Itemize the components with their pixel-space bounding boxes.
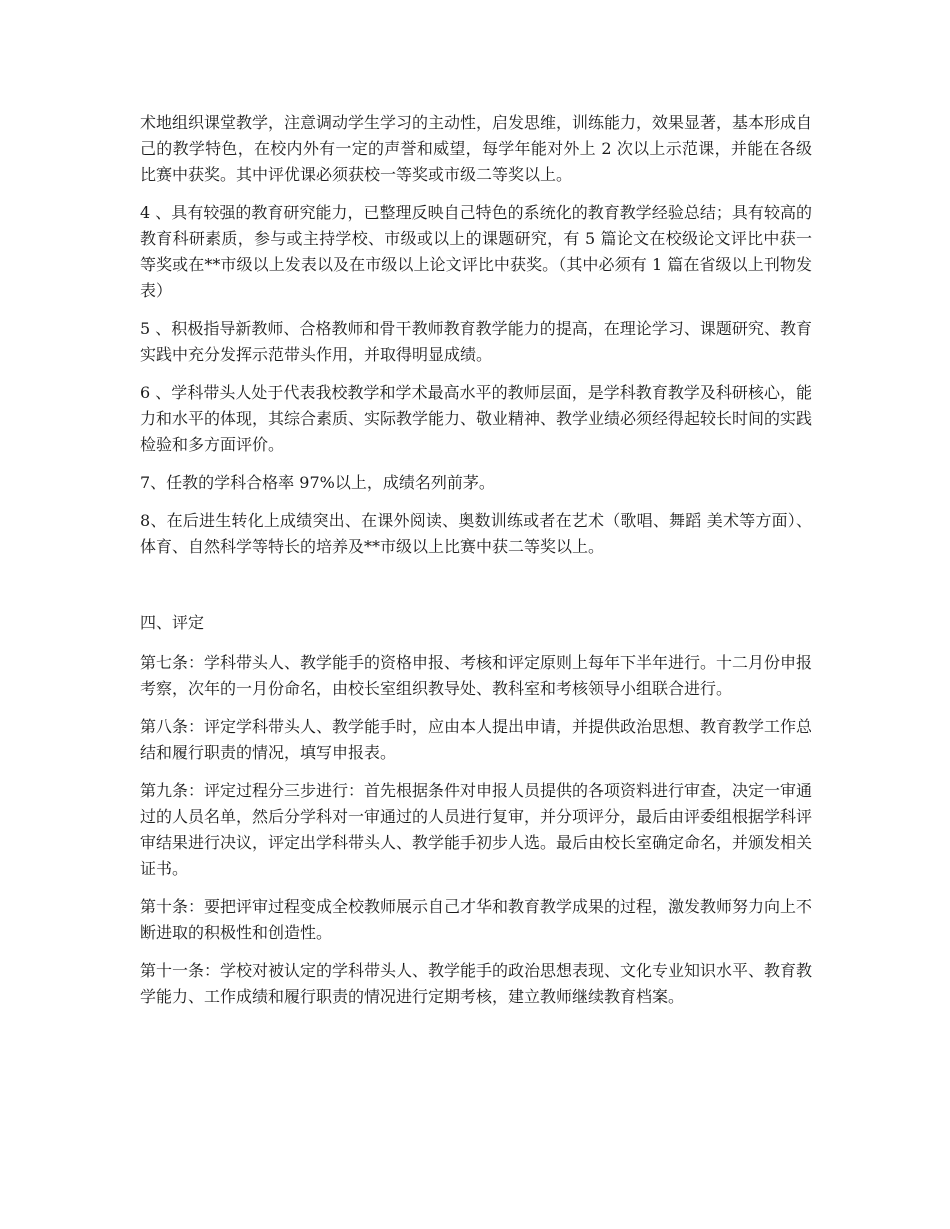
paragraph-item-6: 6 、学科带头人处于代表我校教学和学术最高水平的教师层面，是学科教育教学及科研核心，能力和水平的体现，其综合素质、实际教学能力、敬业精神、教学业绩必须经得起较长时间的实践检验和多方面评价。: [140, 383, 813, 454]
article-10: 第十条：要把评审过程变成全校教师展示自己才华和教育教学成果的过程，激发教师努力向上不断进取的积极性和创造性。: [140, 897, 813, 942]
article-7: 第七条：学科带头人、教学能手的资格申报、考核和评定原则上每年下半年进行。十二月份申报考察，次年的一月份命名，由校长室组织教导处、教科室和考核领导小组联合进行。: [140, 653, 813, 698]
section-spacer: [140, 572, 812, 610]
paragraph-item-7: 7、任教的学科合格率 97%以上，成绩名列前茅。: [140, 473, 495, 492]
document-page: [140, 110, 812, 1022]
article-9: 第九条：评定过程分三步进行：首先根据条件对申报人员提供的各项资料进行审查，决定一审通过的人员名单，然后分学科对一审通过的人员进行复审，并分项评分，最后由评委组根据学科评审结果进行决议，评定出学科带头人、教学能手初步人选。最后由校长室确定命名，并颁发相关证书。: [140, 781, 813, 878]
paragraph-item-8: 8、在后进生转化上成绩突出、在课外阅读、奥数训练或者在艺术（歌唱、舞蹈 美术等方面）、体育、自然科学等特长的培养及**市级以上比赛中获二等奖以上。: [140, 511, 812, 556]
paragraph-item-4: 4 、具有较强的教育研究能力，已整理反映自己特色的系统化的教育教学经验总结；具有较高的教育科研素质，参与或主持学校、市级或以上的课题研究，有 5 篇论文在校级论文评比中获一等奖或在**市级以上发表以及在市级以上论文评比中获奖。（其中必须有 1 篇在省级以上刊物发表）: [140, 203, 812, 300]
paragraph-item-5: 5 、积极指导新教师、合格教师和骨干教师教育教学能力的提高，在理论学习、课题研究、教育实践中充分发挥示范带头作用，并取得明显成绩。: [140, 319, 812, 364]
article-8: 第八条：评定学科带头人、教学能手时，应由本人提出申请，并提供政治思想、教育教学工作总结和履行职责的情况，填写申报表。: [140, 717, 813, 762]
section-heading: 四、评定: [140, 613, 205, 632]
article-11: 第十一条：学校对被认定的学科带头人、教学能手的政治思想表现、文化专业知识水平、教育教学能力、工作成绩和履行职责的情况进行定期考核，建立教师继续教育档案。: [140, 961, 813, 1006]
paragraph-continuation: 术地组织课堂教学，注意调动学生学习的主动性，启发思维，训练能力，效果显著，基本形成自己的教学特色，在校内外有一定的声誉和威望，每学年能对外上 2 次以上示范课，并能在各级比赛中获奖。其中评优课必须获校一等奖或市级二等奖以上。: [140, 113, 813, 184]
